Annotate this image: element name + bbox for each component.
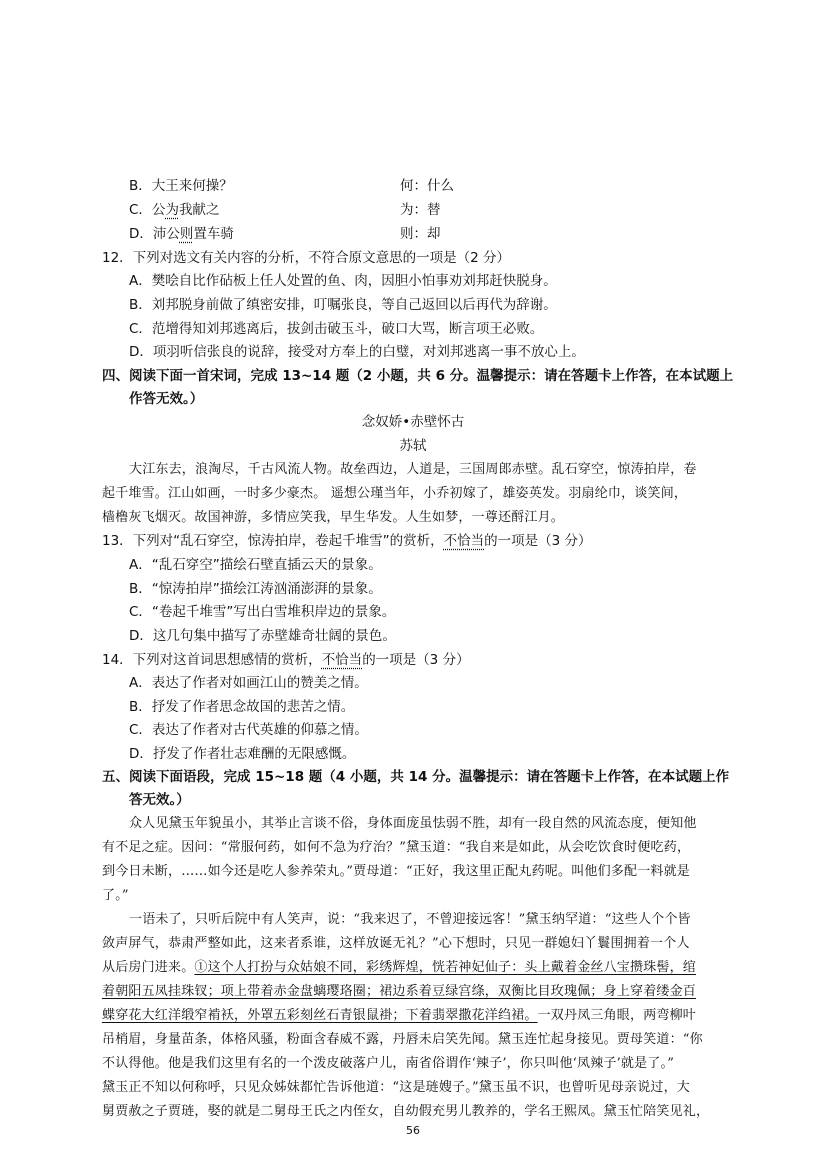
q11-option-b: B．大王来何操？ <box>129 178 233 194</box>
passage-line: 众人见黛玉年貌虽小，其举止言谈不俗，身体面庞虽怯弱不胜，却有一段自然的风流态度，便知他 <box>129 816 697 831</box>
q14-option-c: C．表达了作者对古代英雄的仰慕之情。 <box>129 722 368 738</box>
poem-line: 樯橹灰飞烟灭。故国神游，多情应笑我，早生华发。人生如梦，一尊还酹江月。 <box>102 510 565 525</box>
q12-option-d: D．项羽听信张良的说辞，接受对方奉上的白璧，对刘邦逃离一事不放心上。 <box>129 344 585 360</box>
q12-option-a: A．樊哙自比作砧板上任人处置的鱼、肉，因胆小怕事劝刘邦赶快脱身。 <box>129 273 557 289</box>
q12-option-c: C．范增得知刘邦逃离后，拔剑击破玉斗，破口大骂，断言项王必败。 <box>129 321 544 337</box>
passage-line: 蝶穿花大红洋缎窄褃袄，外罩五彩刻丝石青银鼠褂；下着翡翠撒花洋绉裙。一双丹凤三角眼，两弯柳叶 <box>102 1008 697 1023</box>
passage-line: 吊梢眉，身量苗条，体格风骚，粉面含春威不露，丹唇未启笑先闻。黛玉连忙起身接见。贾母笑道：“你 <box>102 1032 703 1047</box>
passage-line: 不认得他。他是我们这里有名的一个泼皮破落户儿，南省俗谓作‘辣子’，你只叫他‘凤辣子’就是了。” <box>102 1056 675 1071</box>
passage-line: 黛玉正不知以何称呼，只见众姊妹都忙告诉他道：“这是琏嫂子。”黛玉虽不识，也曾听见母亲说过，大 <box>102 1080 690 1095</box>
q13-option-b: B．“惊涛拍岸”描绘江涛汹涌澎湃的景象。 <box>129 581 382 597</box>
underlined-passage: ①这个人打扮与众姑娘不同，彩绣辉煌，恍若神妃仙子：头上戴着金丝八宝攒珠髻，绾 <box>194 960 697 975</box>
q12-option-b: B．刘邦脱身前做了缜密安排，叮嘱张良，等自己返回以后再代为辞谢。 <box>129 297 557 313</box>
q14-option-a: A．表达了作者对如画江山的赞美之情。 <box>129 675 368 691</box>
q11-option-d-gloss: 则：却 <box>400 226 441 242</box>
q13-option-a: A．“乱石穿空”描绘石壁直插云天的景象。 <box>129 557 382 573</box>
q14-stem: 14．下列对这首词思想感情的赏析，不恰当的一项是（3 分） <box>102 652 470 668</box>
q11-option-c: C．公为我献之 <box>129 202 220 218</box>
passage-line: 一语未了，只听后院中有人笑声，说：“我来迟了，不曾迎接远客！”黛玉纳罕道：“这些人个个皆 <box>129 912 691 927</box>
poem-author: 苏轼 <box>399 438 427 454</box>
section5-heading-cont: 答无效。） <box>129 792 190 808</box>
passage-line: 有不足之症。因问：“常服何药，如何不急为疗治？”黛玉道：“我自来是如此，从会吃饮食时便吃药， <box>102 840 691 855</box>
q11-option-b-gloss: 何：什么 <box>400 178 454 194</box>
q13-stem: 13．下列对“乱石穿空，惊涛拍岸，卷起千堆雪”的赏析，不恰当的一项是（3 分） <box>102 533 592 549</box>
q13-option-c: C．“卷起千堆雪”写出白雪堆积岸边的景象。 <box>129 604 396 620</box>
q14-option-b: B．抒发了作者思念故国的悲苦之情。 <box>129 699 355 715</box>
q11-option-c-gloss: 为：替 <box>400 202 441 218</box>
section5-heading: 五、阅读下面语段，完成 15~18 题（4 小题，共 14 分。温馨提示：请在答题卡上作答，在本试题上作 <box>102 769 730 785</box>
section4-heading: 四、阅读下面一首宋词，完成 13~14 题（2 小题，共 6 分。温馨提示：请在答题卡上作答，在本试题上 <box>102 368 734 384</box>
page-number: 56 <box>406 1124 420 1137</box>
q12-stem: 12．下列对选文有关内容的分析，不符合原文意思的一项是（2 分） <box>102 250 511 266</box>
underlined-passage: 蝶穿花大红洋缎窄褃袄，外罩五彩刻丝石青银鼠褂；下着翡翠撒花洋绉裙。 <box>102 1008 538 1023</box>
poem-title: 念奴娇•赤壁怀古 <box>361 414 465 430</box>
poem-line: 起千堆雪。江山如画，一时多少豪杰。 遥想公瑾当年，小乔初嫁了，雄姿英发。羽扇纶巾，谈笑间， <box>102 486 688 501</box>
passage-line: 了。” <box>102 888 129 903</box>
passage-line: 到今日未断，……如今还是吃人参养荣丸。”贾母道：“正好，我这里正配丸药呢。叫他们多配一料就是 <box>102 864 690 879</box>
passage-line: 敛声屏气，恭肃严整如此，这来者系谁，这样放诞无礼？”心下想时，只见一群媳妇丫鬟围拥着一个人 <box>102 936 690 951</box>
passage-line: 舅贾赦之子贾琏，娶的就是二舅母王氏之内侄女，自幼假充男儿教养的，学名王熙凤。黛玉忙陪笑见礼， <box>102 1104 710 1119</box>
dotted-char: 为 <box>165 202 179 218</box>
q13-option-d: D．这几句集中描写了赤壁雄奇壮阔的景色。 <box>129 628 396 644</box>
poem-line: 大江东去，浪淘尽，千古风流人物。故垒西边，人道是，三国周郎赤壁。乱石穿空，惊涛拍岸，卷 <box>129 462 697 477</box>
underlined-passage: 着朝阳五凤挂珠钗；项上带着赤金盘螭璎珞圈；裙边系着豆绿宫绦，双衡比目玫瑰佩；身上穿着缕金百 <box>102 984 697 999</box>
dotted-emphasis: 不恰当 <box>321 652 363 668</box>
passage-line: 从后房门进来。①这个人打扮与众姑娘不同，彩绣辉煌，恍若神妃仙子：头上戴着金丝八宝攒珠髻，绾 <box>102 960 697 975</box>
section4-heading-cont: 作答无效。） <box>129 391 204 407</box>
dotted-emphasis: 不恰当 <box>443 533 485 549</box>
dotted-char: 则 <box>179 226 194 242</box>
q11-option-d: D．沛公则置车骑 <box>129 226 234 242</box>
q14-option-d: D．抒发了作者壮志难酬的无限感慨。 <box>129 746 356 762</box>
